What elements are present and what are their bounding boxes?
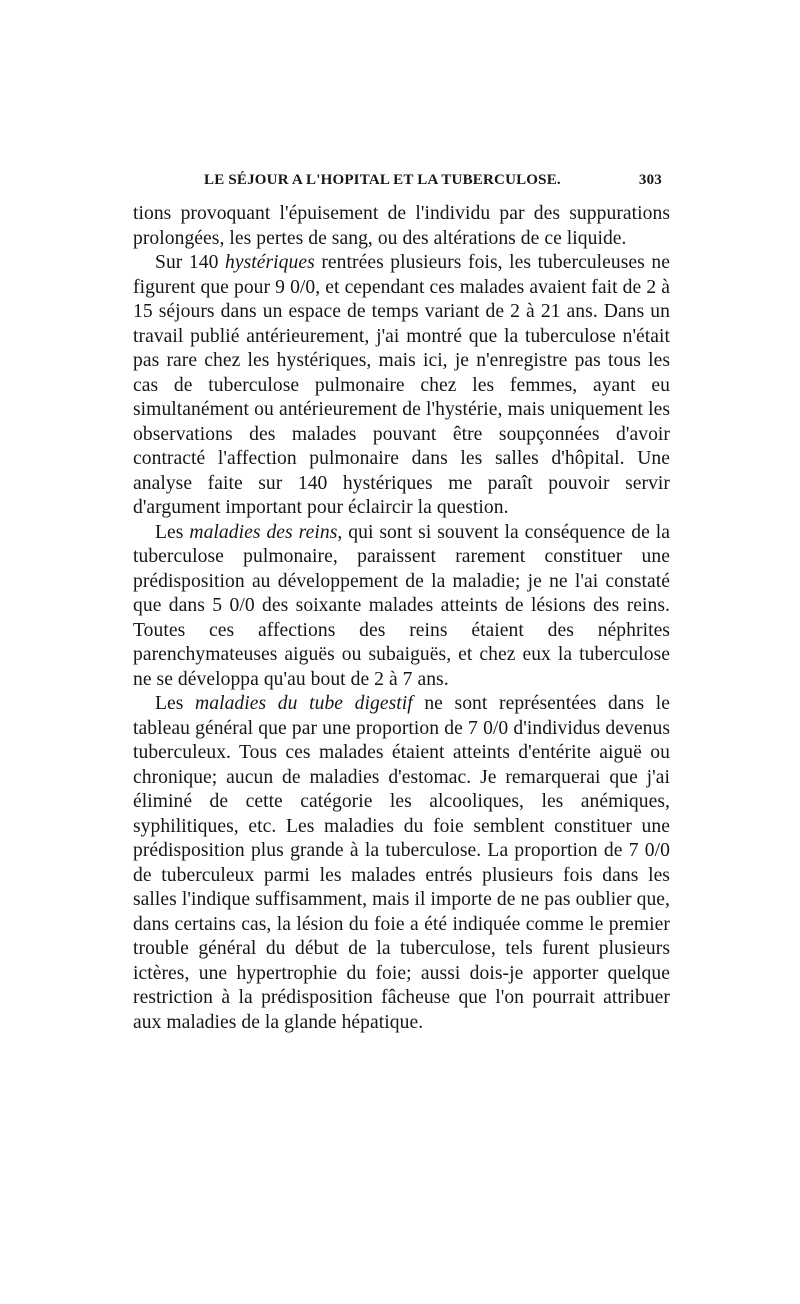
paragraph-rest: rentrées plusieurs fois, les tuberculeuses ne figurent que pour 9 0/0, et cependant ces malades avaient fait de 2 à 15 séjours dans un espace de temps variant de 2 à 21 ans. Dans un travail publié antérieurement, j'ai montré que la tuberculose n'était pas rare chez les hystériques, mais ici, je n'enregistre pas tous les cas de tuberculose pulmonaire chez les femmes, ayant eu simultanément ou antérieurement de l'hystérie, mais uniquement les observations des malades pouvant être soupçonnées d'avoir contracté l'affection pulmonaire dans les salles d'hôpital. Une analyse faite sur 140 hystériques me paraît pouvoir servir d'argument important pour éclaircir la question. xyxy=(133,252,670,518)
paragraph-text: tions provoquant l'épuisement de l'individu par des suppurations prolongées, les pertes de sang, ou des altérations de ce liquide. xyxy=(133,203,670,249)
italic-term: maladies des reins xyxy=(189,521,338,543)
paragraph-lead: Les xyxy=(155,521,190,543)
paragraph-lead: Les xyxy=(155,693,196,714)
paragraph-rest: , qui sont si souvent la conséquence de la tuberculose pulmonaire, paraissent rarement constituer une prédisposition au développement de la maladie; je ne l'ai constaté que dans 5 0/0 des soixante malades atteints de lésions des reins. Toutes ces affections des reins étaient des néphrites parenchymateuses aiguës ou subaiguës, et chez eux la tuberculose ne se développa qu'au bout de 2 à 7 ans. xyxy=(133,521,671,690)
italic-term: maladies du tube digestif xyxy=(195,693,413,714)
running-head xyxy=(133,172,670,196)
paragraph-continuation xyxy=(133,202,670,251)
paragraph-lead: Sur 140 xyxy=(155,252,225,273)
paragraph-reins xyxy=(133,521,670,693)
paragraph-hysteriques xyxy=(133,251,670,521)
paragraph-tube-digestif xyxy=(133,692,670,1035)
paragraph-rest: ne sont représentées dans le tableau général que par une proportion de 7 0/0 d'individus devenus tuberculeux. Tous ces malades étaient atteints d'entérite aiguë ou chronique; aucun de maladies d'estomac. Je remarquerai que j'ai éliminé de cette catégorie les alcooliques, les anémiques, syphilitiques, etc. Les maladies du foie semblent constituer une prédisposition plus grande à la tuberculose. La proportion de 7 0/0 de tuberculeux parmi les malades entrés plusieurs fois dans les salles l'indique suffisamment, mais il importe de ne pas oublier que, dans certains cas, la lésion du foie a été indiquée comme le premier trouble général du début de la tuberculose, tels furent plusieurs ictères, une hypertrophie du foie; aussi dois-je apporter quelque restriction à la prédisposition fâcheuse que l'on pourrait attribuer aux maladies de la glande hépatique. xyxy=(133,693,670,1033)
body-text xyxy=(133,202,670,1035)
running-title: LE SÉJOUR A L'HOPITAL ET LA TUBERCULOSE. xyxy=(204,172,561,188)
book-page xyxy=(133,172,670,1035)
page-number: 303 xyxy=(638,172,662,188)
italic-term: hystériques xyxy=(225,252,315,273)
